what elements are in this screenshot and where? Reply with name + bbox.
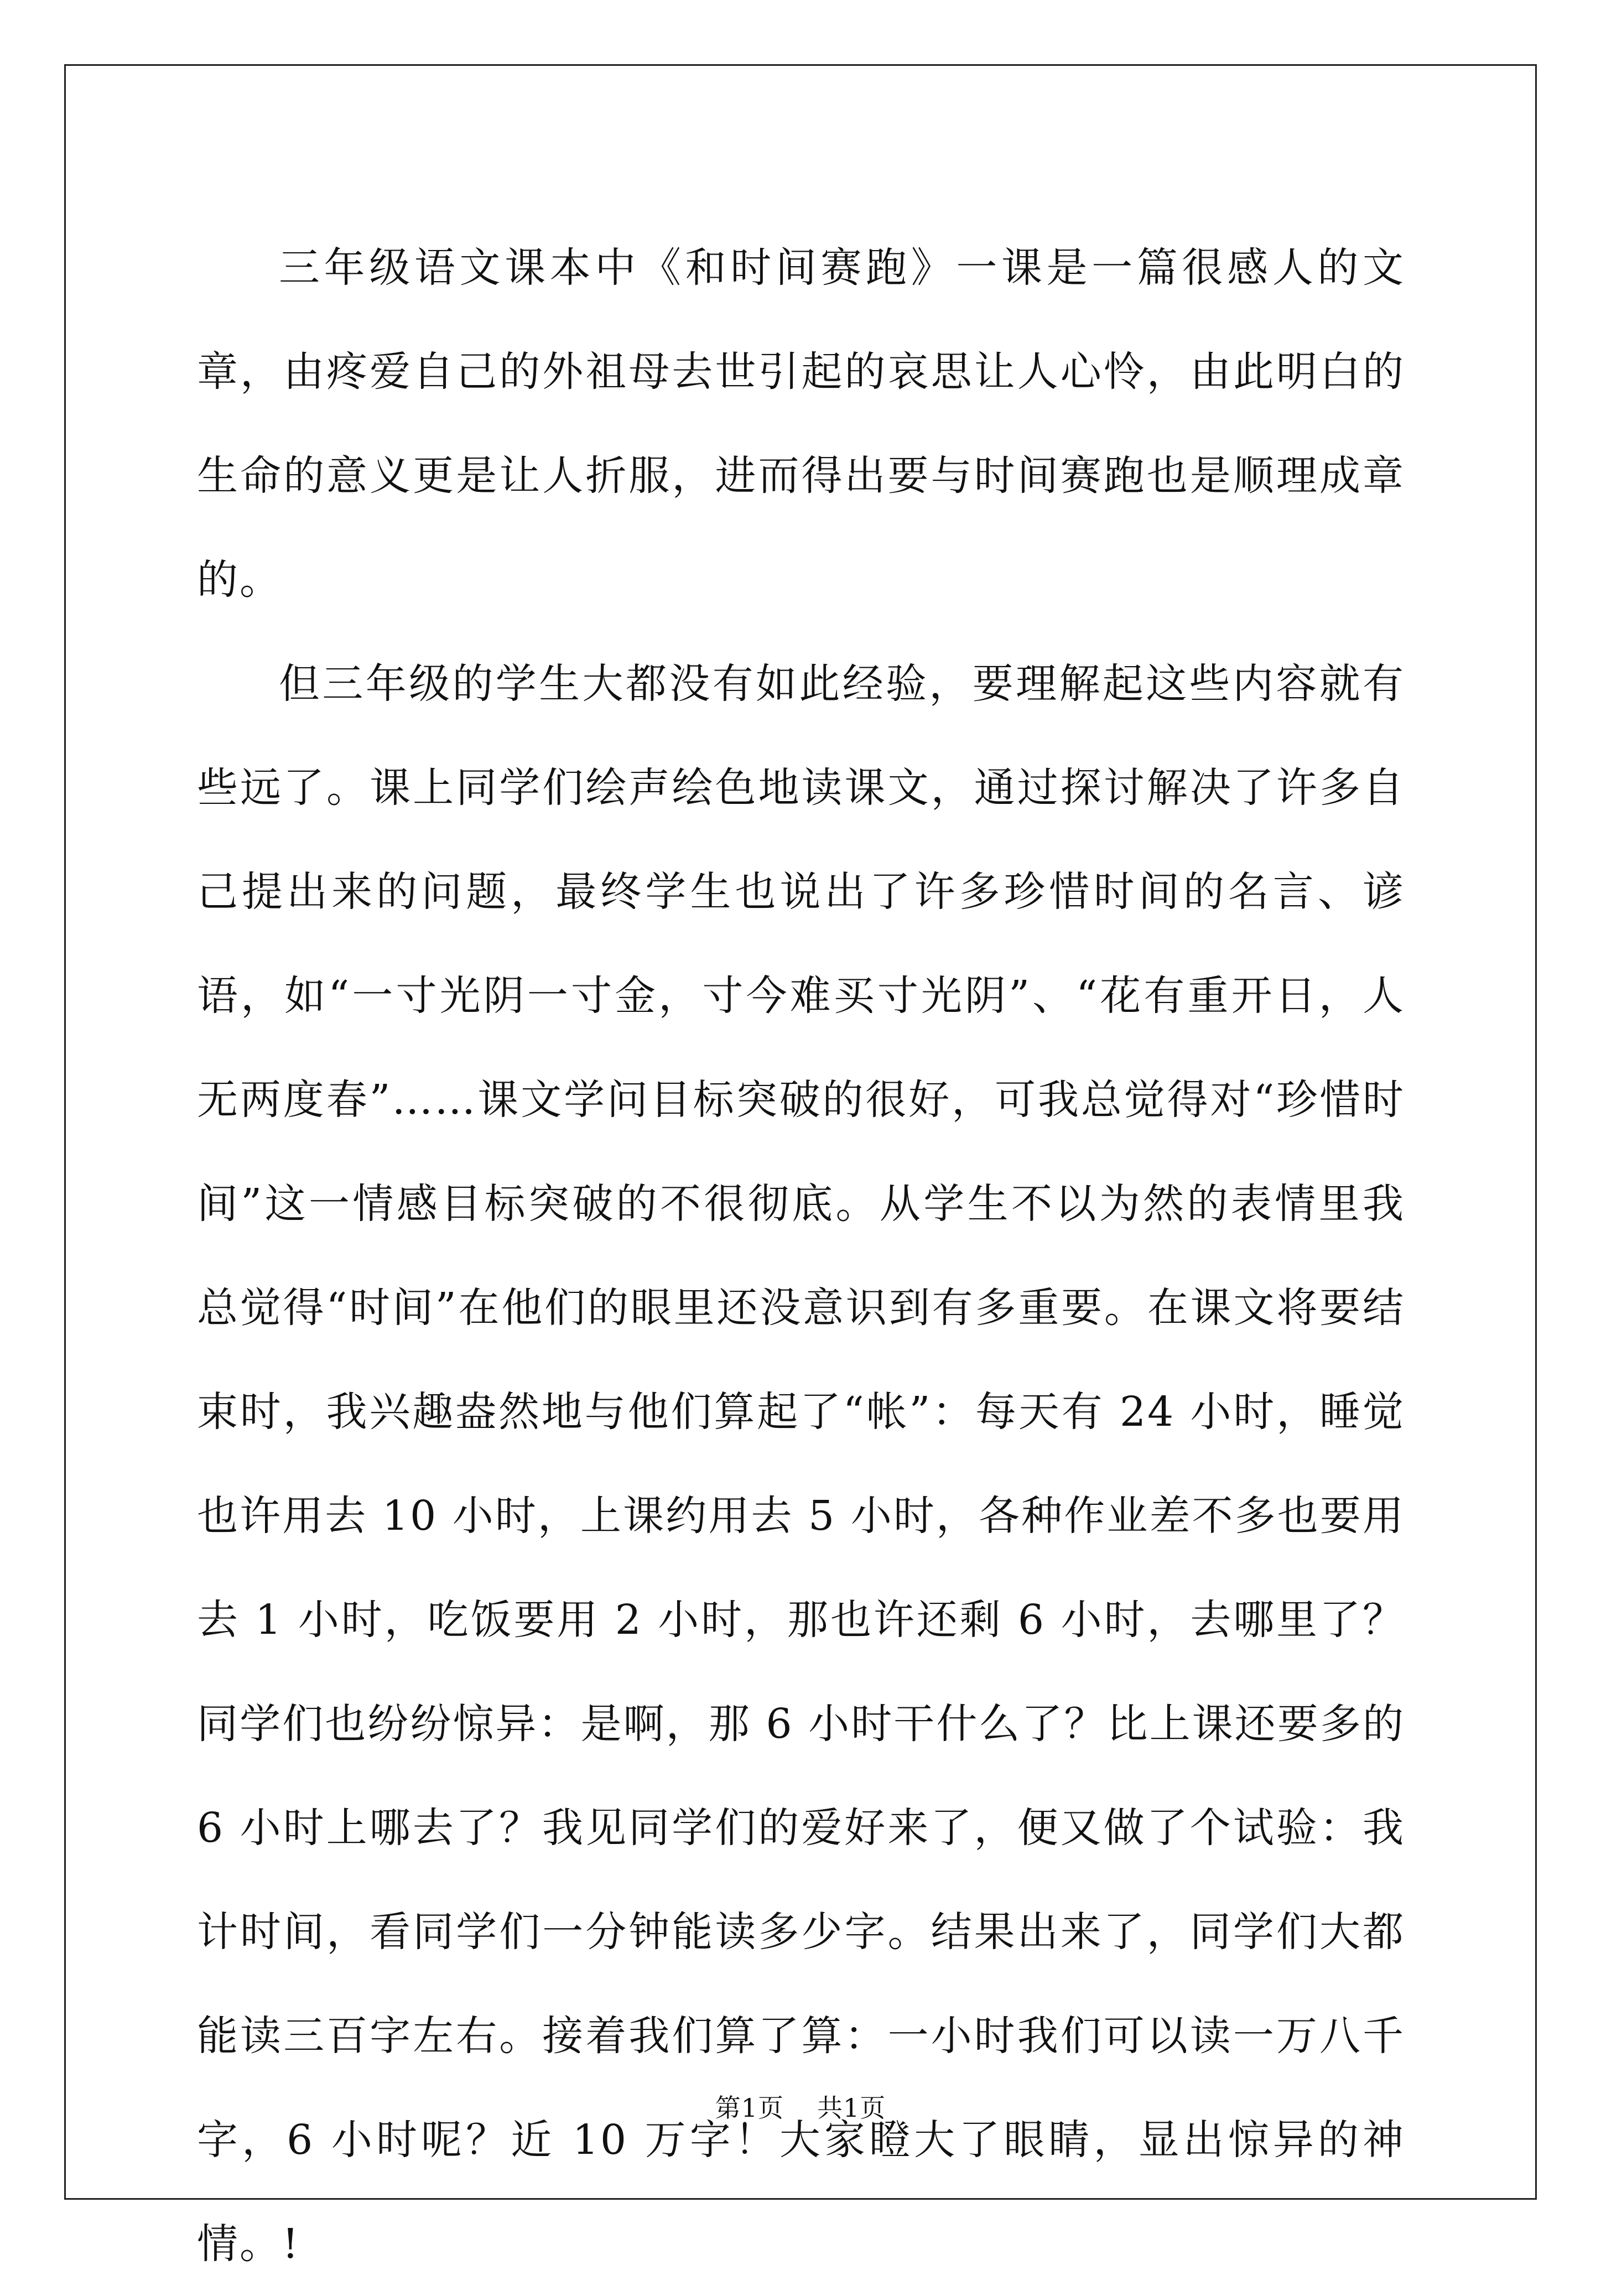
document-body [197,216,1405,2296]
paragraph-2: 但三年级的学生大都没有如此经验，要理解起这些内容就有些远了。课上同学们绘声绘色地读课文，通过探讨解决了许多自己提出来的问题，最终学生也说出了许多珍惜时间的名言、谚语，如“一寸光阴一寸金，寸今难买寸光阴”、“花有重开日，人无两度春”……课文学问目标突破的很好，可我总觉得对“珍惜时间”这一情感目标突破的不很彻底。从学生不以为然的表情里我总觉得“时间”在他们的眼里还没意识到有多重要。在课文将要结束时，我兴趣盎然地与他们算起了“帐”：每天有 24 小时，睡觉也许用去 10 小时，上课约用去 5 小时，各种作业差不多也要用去 1 小时，吃饭要用 2 小时，那也许还剩 6 小时，去哪里了？同学们也纷纷惊异：是啊，那 6 小时干什么了？比上课还要多的 6 小时上哪去了？我见同学们的爱好来了，便又做了个试验：我计时间，看同学们一分钟能读多少字。结果出来了，同学们大都能读三百字左右。接着我们算了算：一小时我们可以读一万八千字，6 小时呢？近 10 万字！大家瞪大了眼睛，显出惊异的神情。! [197,660,1405,2268]
page-number: 第1页 [715,2093,784,2123]
page-footer [0,2091,1601,2124]
page-total: 共1页 [817,2093,886,2123]
paragraph-1: 三年级语文课本中《和时间赛跑》一课是一篇很感人的文章，由疼爱自己的外祖母去世引起的哀思让人心怜，由此明白的生命的意义更是让人折服，进而得出要与时间赛跑也是顺理成章的。 [197,244,1405,604]
